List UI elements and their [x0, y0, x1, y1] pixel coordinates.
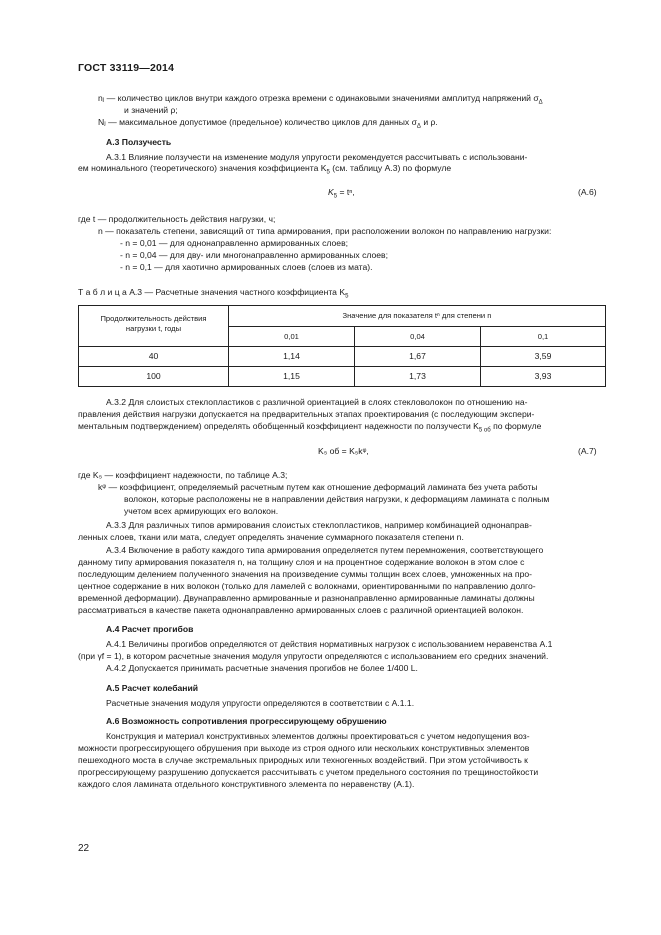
- a4-p1-line1: А.4.1 Величины прогибов определяются от действия нормативных нагрузок с использованием неравенства А.1: [106, 639, 553, 649]
- table-subheader: 0,1: [537, 332, 549, 341]
- a6-p1-line3: пешеходного моста в случае экстремальных природных или техногенных воздействий. При этом устойчивость к: [78, 755, 528, 765]
- a3-p1-line1: А.3.1 Влияние ползучести на изменение модуля упругости рекомендуется рассчитывать с использовани-: [106, 152, 528, 162]
- table-cell: 100: [146, 371, 161, 381]
- def-ni: nⱼ — количество циклов внутри каждого отрезка времени с одинаковыми значениями амплитуд напряжений $\sigma_\Delta$: [98, 93, 543, 106]
- table-col1-header-line2: нагрузки t, годы: [125, 324, 182, 333]
- where-n: n — показатель степени, зависящий от типа армирования, при расположении волокон по направлению нагрузки:: [98, 226, 552, 236]
- a6-p1-line4: прогрессирующему разрушению допускается рассчитывать с учетом предельного состояния по трещиностойкости: [78, 767, 539, 777]
- a3-p2-line3-tail: по формуле: [493, 421, 542, 431]
- table-caption-text: А.3 — Расчетные значения частного коэффициента K: [129, 287, 346, 297]
- a3-p2-line3: [78, 421, 541, 437]
- a3-p1-line2-text: ем номинального (теоретического) значения коэффициента K: [78, 163, 327, 173]
- a3-p2-line3-text: ментальным подтверждением) определять обобщенный коэффициент надежности по ползучести K: [78, 421, 479, 431]
- table-subheader: 0,01: [284, 332, 299, 341]
- a3-p4-line4: центное содержание в них волокон (только для ламелей с волокнами, ориентированными по направлению долго-: [78, 581, 536, 591]
- a3-p3-line1: А.3.3 Для различных типов армирования слоистых стеклопластиков, например комбинацией однонаправ-: [106, 520, 532, 530]
- a3-p1-line2: [78, 163, 451, 179]
- table-cell: 3,93: [534, 371, 552, 381]
- table-divider: [228, 326, 605, 327]
- section-a5-heading: А.5 Расчет колебаний: [106, 683, 199, 693]
- a4-p2: А.4.2 Допускается принимать расчетные значения прогибов не более 1/400 L.: [106, 663, 418, 673]
- table-a3: [78, 305, 606, 387]
- a3-p4-line2: данному типу армирования показателя n, на толщину слоя и на процентное содержание волокон в этом слое с: [78, 557, 525, 567]
- a3-p4-line3: последующим делением полученного значения на произведение суммы толщин всех слоев, умноженных на про-: [78, 569, 533, 579]
- a3-p1-line2-tail: (см. таблицу А.3) по формуле: [332, 163, 452, 173]
- table-cell: 1,15: [283, 371, 300, 381]
- def-Ni-text: Nⱼ — максимальное допустимое (предельное) количество циклов для данных σ: [98, 117, 417, 127]
- table-caption-sub: 5: [345, 293, 349, 300]
- where7-line4: учетом всех армирующих его волокон.: [124, 506, 279, 516]
- formula-a6: [328, 187, 355, 203]
- a3-p4-line1: А.3.4 Включение в работу каждого типа армирования определяется путем перемножения, соответствующего: [106, 545, 544, 555]
- table-cell: 1,67: [409, 351, 426, 361]
- table-caption-prefix: Т а б л и ц а: [78, 287, 127, 297]
- a6-p1-line5: каждого слоя ламината отдельного конструктивного элемента по неравенству (А.1).: [78, 779, 415, 789]
- def-Ni-tail: и ρ.: [423, 117, 438, 127]
- formula-a6-number: (А.6): [578, 187, 597, 197]
- a5-p1: Расчетные значения модуля упругости определяются в соответствии с А.1.1.: [106, 698, 415, 708]
- formula-a7-number: (А.7): [578, 446, 597, 456]
- table-group-header: Значение для показателя tⁿ для степени n: [342, 311, 492, 320]
- section-a3-heading: А.3 Ползучесть: [106, 137, 172, 147]
- a3-p2-line2: правления действия нагрузки допускается на предварительных этапах проектирования (с последующим экспери-: [78, 409, 535, 419]
- a6-p1-line1: Конструкция и материал конструктивных элементов должны проектироваться с учетом недопущения воз-: [106, 731, 530, 741]
- def-ni-text: nⱼ — количество циклов внутри каждого отрезка времени с одинаковыми значениями амплитуд напряжений σ: [98, 93, 539, 103]
- table-col1-header-line1: Продолжительность действия: [100, 314, 207, 323]
- a3-p4-line6: рассматриваться в качестве пакета однонаправленно армированных слоев с различной ориентацией волокон.: [78, 605, 524, 615]
- a3-p3-line2: ленных слоев, ткани или мата, следует определять значение суммарного показателя степени n.: [78, 532, 464, 542]
- n-option-3: - n = 0,1 — для хаотично армированных слоев (слоев из мата).: [120, 262, 373, 272]
- table-cell: 1,73: [409, 371, 426, 381]
- where-t: где t — продолжительность действия нагрузки, ч;: [78, 214, 276, 224]
- def-Ni: Nⱼ — максимальное допустимое (предельное) количество циклов для данных $\sigma_\Delta$ и ρ.: [98, 117, 438, 130]
- n-option-1: - n = 0,01 — для однонаправленно армированных слоев;: [120, 238, 349, 248]
- table-cell: 40: [148, 351, 159, 361]
- table-cell: 3,59: [534, 351, 552, 361]
- table-subheader: 0,04: [410, 332, 425, 341]
- table-divider: [79, 346, 605, 347]
- section-a4-heading: А.4 Расчет прогибов: [106, 624, 194, 634]
- formula-a6-left: K: [328, 187, 334, 197]
- formula-a7: K₅ об = K₅kᵠ,: [318, 446, 369, 456]
- n-option-2: - n = 0,04 — для дву- или многонаправленно армированных слоев;: [120, 250, 388, 260]
- a4-p1-line2: (при γf = 1), в котором расчетные значения модуля упругости определяются с использованием его средних значений.: [78, 651, 549, 661]
- page-number: 22: [78, 843, 90, 854]
- section-a6-heading: А.6 Возможность сопротивления прогрессирующему обрушению: [106, 716, 387, 726]
- a3-p2-line3-sub: 5 об: [478, 427, 491, 434]
- a3-p1-line2-sub: 5: [326, 169, 330, 176]
- def-ni-cont: и значений ρ;: [124, 105, 178, 115]
- where7-line3: волокон, которые расположены не в направлении действия нагрузки, к деформациям ламината с полным: [124, 494, 550, 504]
- where7-line2: kᵠ — коэффициент, определяемый расчетным путем как отношение деформаций ламината без учета работы: [98, 482, 538, 492]
- document-header: ГОСТ 33119—2014: [78, 62, 175, 74]
- a6-p1-line2: можности прогрессирующего обрушения при выходе из строя одного или нескольких конструктивных элементов: [78, 743, 530, 753]
- formula-a6-sub: 5: [333, 193, 338, 200]
- table-caption: [78, 287, 348, 303]
- formula-a6-right: = tⁿ,: [339, 187, 355, 197]
- table-cell: 1,14: [283, 351, 300, 361]
- a3-p4-line5: временной деформации). Двунаправленно армированные и разнонаправленно армированные ламинаты должны: [78, 593, 535, 603]
- table-divider: [79, 366, 605, 367]
- a3-p2-line1: А.3.2 Для слоистых стеклопластиков с различной ориентацией в слоях стекловолокон по отношению на-: [106, 397, 528, 407]
- where7-line1: где K₅ — коэффициент надежности, по таблице А.3;: [78, 470, 288, 480]
